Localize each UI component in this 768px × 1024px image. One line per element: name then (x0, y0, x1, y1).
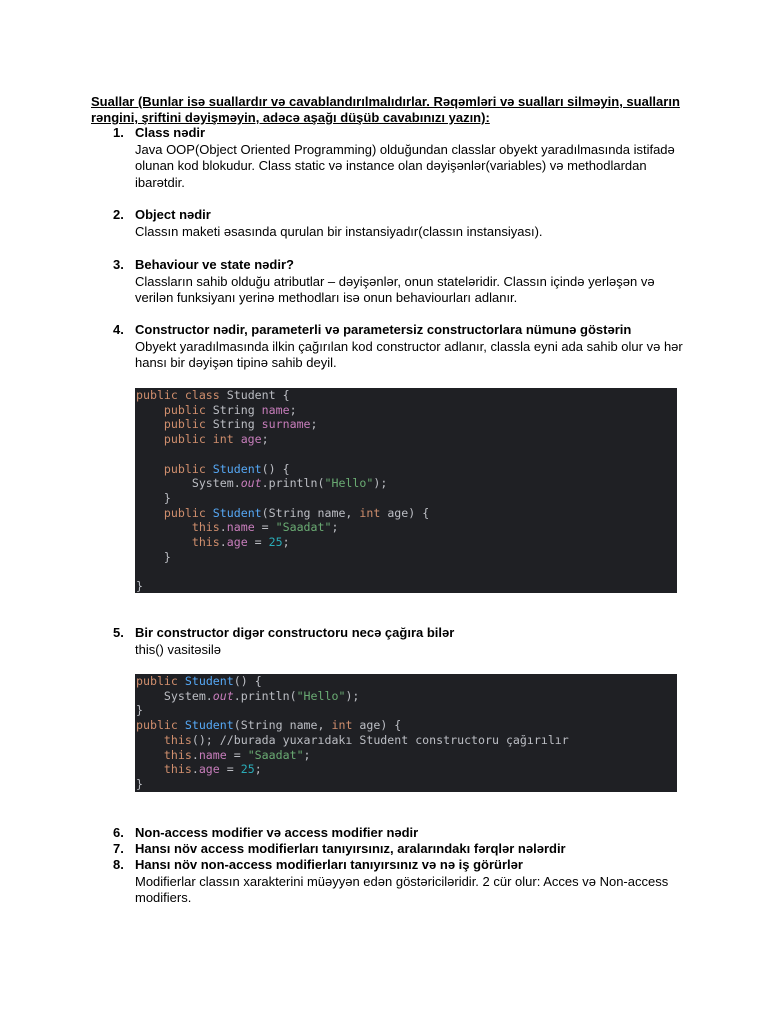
code-token: "Saadat" (247, 747, 304, 762)
question-number: 6. (113, 825, 124, 840)
code-line (136, 689, 677, 704)
code-token: ; (261, 432, 269, 447)
question-7 (113, 841, 683, 858)
answer-text: Classın maketi əsasında qurulan bir instansiyadır(classın instansiyası). (135, 223, 543, 239)
code-token: Student (212, 505, 262, 520)
code-token: public (136, 674, 185, 688)
code-token: Student (184, 674, 234, 688)
code-token: ); (345, 688, 360, 703)
code-token: "Hello" (296, 688, 346, 703)
answer-text: Java OOP(Object Oriented Programming) olduğundan classlar obyekt yaradılmasında istifadə olunan kod blokudur. Class static və instance olan dəyişənlər(variables) və methodlardan ibarətdir. (135, 141, 675, 190)
code-token: .println( (261, 476, 325, 491)
code-line (136, 748, 677, 763)
code-token: String (212, 402, 262, 417)
code-token: 25 (268, 535, 283, 550)
code-line (136, 777, 677, 792)
code-token: 25 (240, 762, 255, 777)
code-line (136, 733, 677, 748)
answer-text: Modifierlar classın xarakterini müəyyən edən göstəriciləridir. 2 cür olur: Acces və Non-access modifiers. (135, 873, 669, 905)
code-token: int (359, 505, 388, 520)
answer-text: this() vasitəsilə (135, 641, 221, 657)
code-token: = (247, 535, 269, 550)
code-token: this (163, 732, 192, 747)
code-token: System. (136, 476, 241, 491)
question-number: 4. (113, 322, 124, 337)
code-token: public class (136, 388, 227, 402)
code-token: (String name, (261, 505, 360, 520)
question-title: Bir constructor digər constructoru necə çağıra bilər (135, 625, 455, 640)
code-token: name (226, 520, 255, 535)
code-token: ; (303, 747, 311, 762)
code-token: age (226, 535, 248, 550)
question-title: Constructor nədir, parameterli və parametersiz constructorlara nümunə göstərin (135, 322, 632, 337)
question-1 (113, 125, 683, 191)
question-title: Behaviour ve state nədir? (135, 257, 294, 272)
code-token: this (163, 762, 192, 777)
code-token: } (136, 549, 171, 564)
code-line (136, 447, 677, 462)
code-line (136, 579, 677, 594)
code-token (136, 462, 164, 476)
code-token (136, 432, 164, 446)
code-line (136, 703, 677, 718)
code-token (136, 748, 164, 762)
code-token (136, 535, 192, 549)
code-token: surname (261, 417, 311, 432)
question-title: Class nədir (135, 125, 206, 140)
code-line (136, 564, 677, 579)
page-header: Suallar (Bunlar isə suallardır və cavablandırılmalıdırlar. Rəqəmləri və sualları silməyin, sualların rəngini, şriftini dəyişməyin, adəcə aşağı düşüb cavabınızı yazın): (91, 94, 680, 125)
code-token: ; (331, 520, 339, 535)
code-token: . (191, 762, 199, 777)
code-token: String (212, 417, 262, 432)
code-token: (); //burada yuxarıdakı Student constructoru çağırılır (191, 732, 569, 747)
code-token: } (136, 776, 143, 791)
code-token: "Hello" (324, 476, 374, 491)
question-title: Object nədir (135, 207, 211, 222)
code-token: ; (254, 762, 262, 777)
code-line (136, 476, 677, 491)
question-number: 7. (113, 841, 124, 856)
code-token: name (198, 747, 227, 762)
code-line (136, 462, 677, 477)
code-token: . (219, 535, 227, 550)
code-token: public (163, 402, 213, 417)
code-token: } (136, 703, 143, 718)
code-token: .println( (233, 688, 297, 703)
question-number: 2. (113, 207, 124, 222)
code-block-this-call (135, 674, 677, 792)
code-token (136, 733, 164, 747)
code-block-constructors (135, 388, 677, 593)
code-line (136, 674, 677, 689)
code-line (136, 491, 677, 506)
code-line (136, 432, 677, 447)
question-8 (113, 857, 683, 907)
code-token: = (226, 747, 248, 762)
code-token: ; (282, 535, 290, 550)
code-token (136, 762, 164, 776)
code-line (136, 762, 677, 777)
code-line (136, 550, 677, 565)
code-line (136, 388, 677, 403)
code-token: public (136, 718, 185, 733)
code-token: ); (373, 476, 388, 491)
code-token: . (191, 747, 199, 762)
code-line (136, 535, 677, 550)
code-token: age (240, 432, 262, 447)
answer-text: Classların sahib olduğu atributlar – dəyişənlər, onun stateləridir. Classın içində yerləşən və verilən funksiyanı yerinə methodları isə onun behaviourları adlanır. (135, 273, 655, 305)
code-token (136, 506, 164, 520)
code-token: age (198, 762, 220, 777)
code-token: this (163, 747, 192, 762)
code-token: . (219, 520, 227, 535)
question-title: Hansı növ non-access modifierları tanıyırsınız və nə iş görürlər (135, 857, 523, 872)
code-token (136, 520, 192, 534)
code-token: () { (261, 461, 290, 476)
question-title: Non-access modifier və access modifier nədir (135, 825, 419, 840)
code-token: } (136, 490, 171, 505)
code-token: out (240, 476, 262, 491)
code-token: Student (212, 461, 262, 476)
question-6 (113, 825, 683, 842)
code-token (136, 403, 164, 417)
code-line (136, 520, 677, 535)
code-token: age) { (387, 505, 430, 520)
code-line (136, 403, 677, 418)
code-token: public int (163, 432, 241, 447)
code-token: "Saadat" (275, 520, 332, 535)
code-token: public (163, 417, 213, 432)
code-token: public (163, 505, 213, 520)
code-token: (String name, (233, 718, 332, 733)
code-token: Student { (226, 388, 290, 402)
question-5 (113, 625, 683, 658)
code-line (136, 417, 677, 432)
code-token: age) { (359, 718, 402, 733)
code-token: ; (310, 417, 318, 432)
question-title: Hansı növ access modifierları tanıyırsınız, aralarındakı fərqlər nələrdir (135, 841, 566, 856)
code-line (136, 718, 677, 733)
code-token: = (219, 762, 241, 777)
code-token: this (191, 520, 220, 535)
code-token: out (212, 688, 234, 703)
code-token: } (136, 579, 143, 594)
question-3 (113, 257, 683, 307)
code-token (136, 417, 164, 431)
code-token: = (254, 520, 276, 535)
code-token: this (191, 535, 220, 550)
code-token: Student (184, 718, 234, 733)
code-token: ; (289, 402, 297, 417)
code-token: () { (233, 674, 262, 688)
question-4 (113, 322, 683, 372)
question-number: 1. (113, 125, 124, 140)
question-number: 8. (113, 857, 124, 872)
question-number: 3. (113, 257, 124, 272)
code-token: name (261, 402, 290, 417)
code-token: public (163, 461, 213, 476)
code-token: int (331, 718, 360, 733)
question-number: 5. (113, 625, 124, 640)
code-line (136, 506, 677, 521)
answer-text: Obyekt yaradılmasında ilkin çağırılan kod constructor adlanır, classla eyni ada sahib olur və hər hansı bir dəyişən tipinə sahib deyil. (135, 338, 683, 370)
question-2 (113, 207, 683, 240)
code-token: System. (136, 688, 213, 703)
